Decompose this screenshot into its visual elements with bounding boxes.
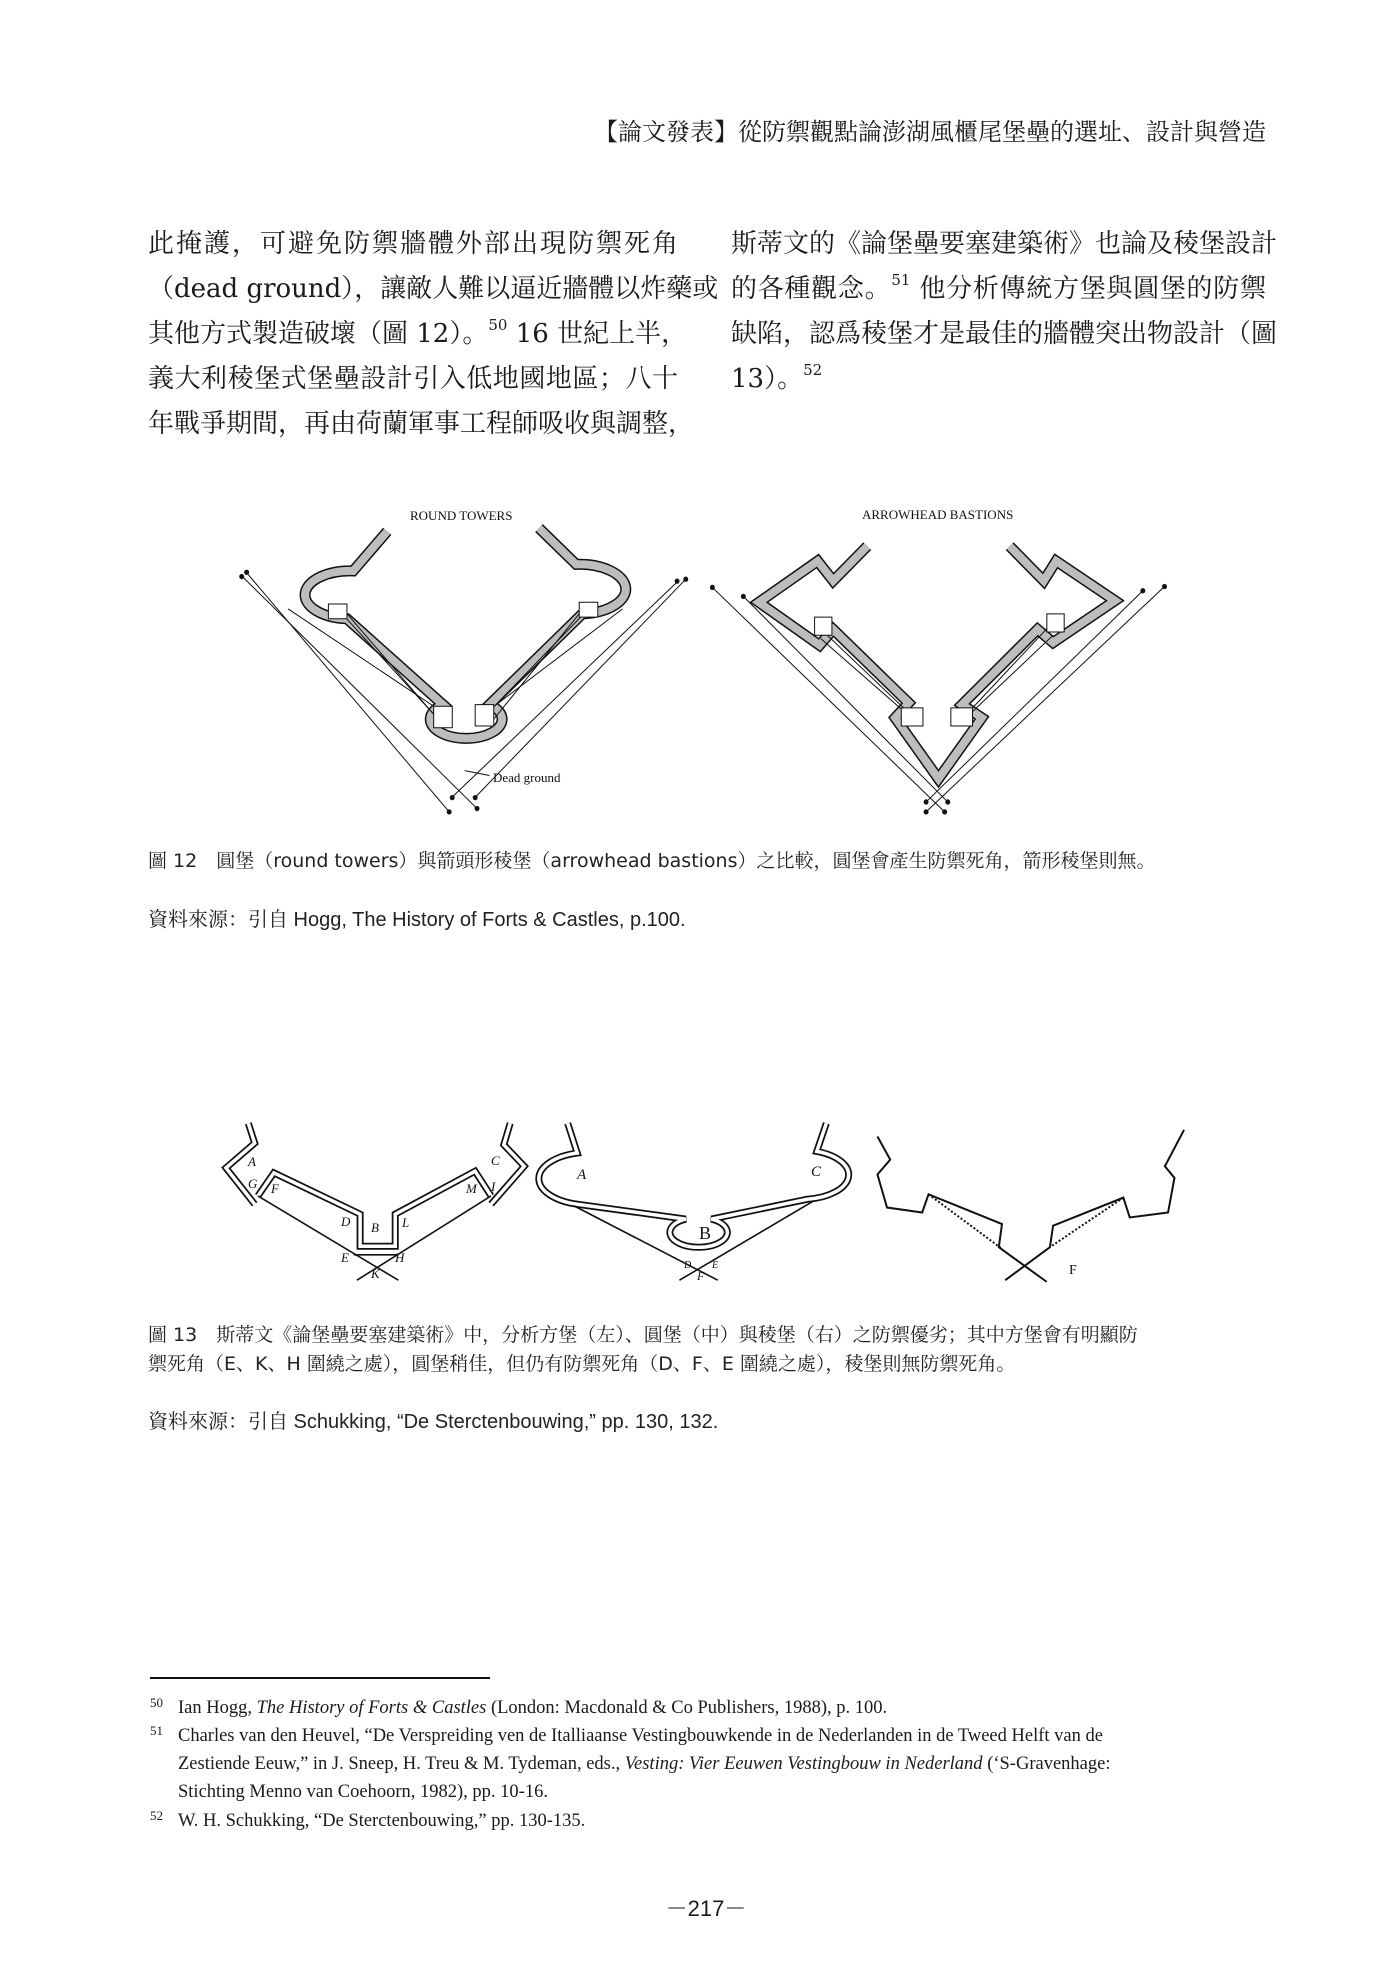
footnote-publication: (London: Macdonald & Co Publishers, 1988), p. 100. xyxy=(486,1698,888,1718)
page-number: －217－ xyxy=(665,1896,747,1921)
label-f: F xyxy=(271,1181,279,1196)
footnote-title: Vesting: Vier Eeuwen Vestingbouw in Nederland xyxy=(624,1754,983,1774)
bastion-diagram xyxy=(877,1130,1184,1282)
figure-12-caption: 圖 12 圓堡（round towers）與箭頭形稜堡（arrowhead bastions）之比較，圓堡會產生防禦死角，箭形稜堡則無。 xyxy=(148,850,1156,872)
label-g: G xyxy=(248,1176,258,1191)
figure-13-drawing xyxy=(210,1120,1200,1305)
cannon-icon xyxy=(328,602,597,727)
footnote-author: Zestiende Eeuw,” in J. Sneep, H. Treu & M. Tydeman, eds., xyxy=(178,1754,625,1774)
footnote-text: Charles van den Heuvel, “De Verspreiding ven de Italliaanse Vestingbouwkende in de Nederlanden in de Tweed Helft van de xyxy=(178,1726,1103,1746)
body-line: 斯蒂文的《論堡壘要塞建築術》也論及稜堡設計 xyxy=(731,229,1278,259)
body-text: 其他方式製造破壞（圖 12）。 xyxy=(148,319,489,349)
body-text: 他分析傳統方堡與圓堡的防禦 xyxy=(910,274,1266,304)
footnote-ref[interactable]: 51 xyxy=(891,271,911,289)
figure-12-drawing xyxy=(220,500,1180,830)
label-c: C xyxy=(811,1164,822,1180)
label-a: A xyxy=(577,1167,587,1183)
label-d: D xyxy=(341,1214,351,1229)
figure-12-source: 資料來源：引自 Hogg, The History of Forts & Castles, p.100. xyxy=(148,909,686,931)
footnote-publication: (‘S-Gravenhage: xyxy=(982,1754,1111,1774)
label-e: E xyxy=(341,1250,349,1265)
label-l: L xyxy=(402,1215,410,1230)
label-a: A xyxy=(248,1154,256,1169)
footnote-number: 52 xyxy=(150,1808,163,1823)
running-header: 【論文發表】從防禦觀點論澎湖風櫃尾堡壘的選址、設計與營造 xyxy=(594,118,1266,146)
body-line xyxy=(731,271,1266,307)
label-f: F xyxy=(697,1269,705,1283)
body-text: 的各種觀念。 xyxy=(731,274,892,304)
footnote-title: The History of Forts & Castles xyxy=(256,1698,487,1718)
footnote-text xyxy=(178,1754,1110,1775)
label-b: B xyxy=(371,1220,379,1235)
body-line: （dead ground），讓敵人難以逼近牆體以炸藥或 xyxy=(148,274,719,304)
body-line: 此掩護，可避免防禦牆體外部出現防禦死角 xyxy=(148,229,678,259)
footnote-text: Stichting Menno van Coehoorn, 1982), pp. 10-16. xyxy=(178,1782,548,1802)
body-text: 16 世紀上半， xyxy=(507,319,688,349)
label-d: D xyxy=(684,1260,692,1271)
round-towers-diagram xyxy=(239,528,688,814)
footnote-number: 50 xyxy=(150,1695,163,1710)
label-k: K xyxy=(371,1266,380,1281)
label-m: M xyxy=(466,1181,477,1196)
body-line: 缺陷，認爲稜堡才是最佳的牆體突出物設計（圖 xyxy=(731,319,1278,349)
footnote-ref[interactable]: 50 xyxy=(488,316,508,334)
round-tower-diagram xyxy=(539,1123,849,1283)
figure-13-source: 資料來源：引自 Schukking, “De Sterctenbouwing,” pp. 130, 132. xyxy=(148,1411,719,1433)
label-c: C xyxy=(491,1153,500,1168)
footnote-divider xyxy=(150,1677,490,1679)
arrowhead-bastions-diagram xyxy=(710,546,1167,814)
label-e: E xyxy=(712,1260,719,1271)
body-line: 義大利稜堡式堡壘設計引入低地國地區；八十 xyxy=(148,364,678,394)
square-tower-diagram xyxy=(226,1123,524,1280)
dead-ground-label: Dead ground xyxy=(493,770,561,785)
body-line xyxy=(731,361,1266,397)
footnote-text xyxy=(178,1698,887,1719)
figure-13-caption-line: 圖 13 斯蒂文《論堡壘要塞建築術》中，分析方堡（左）、圓堡（中）與稜堡（右）之防禦優劣；其中方堡會有明顯防 xyxy=(148,1324,1138,1346)
cannon-icon xyxy=(815,614,1065,726)
body-text: 13）。 xyxy=(731,364,804,394)
label-b: B xyxy=(699,1223,712,1243)
round-towers-label: ROUND TOWERS xyxy=(410,508,513,523)
footnote-ref[interactable]: 52 xyxy=(803,361,823,379)
footnote-author: Ian Hogg, xyxy=(178,1698,257,1718)
figure-13-caption-line: 禦死角（E、K、H 圍繞之處），圓堡稍佳，但仍有防禦死角（D、F、E 圍繞之處），稜堡則無防禦死角。 xyxy=(148,1353,1016,1375)
body-line: 年戰爭期間，再由荷蘭軍事工程師吸收與調整， xyxy=(148,409,695,439)
body-line xyxy=(148,316,688,352)
label-i: I xyxy=(491,1179,496,1194)
footnote-text: W. H. Schukking, “De Sterctenbouwing,” pp. 130-135. xyxy=(178,1811,586,1831)
footnote-number: 51 xyxy=(150,1723,163,1738)
label-h: H xyxy=(395,1250,405,1265)
label-f: F xyxy=(1069,1263,1077,1278)
arrowhead-bastions-label: ARROWHEAD BASTIONS xyxy=(862,507,1014,522)
